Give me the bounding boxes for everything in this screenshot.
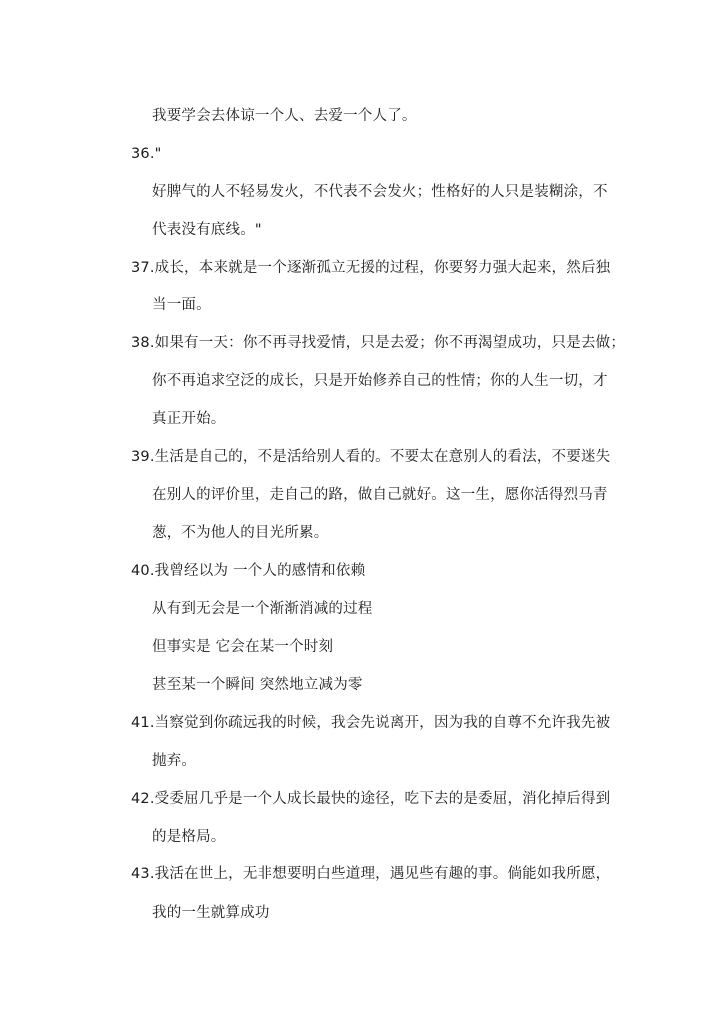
item-line: 40.我曾经以为 一个人的感情和依赖 (131, 563, 366, 579)
text-line: 从有到无会是一个渐渐消减的过程 (152, 601, 373, 617)
text-line: 的是格局。 (152, 829, 226, 845)
text-line: 当一面。 (152, 297, 211, 313)
text-line: 甚至某一个瞬间 突然地立减为零 (152, 677, 363, 693)
item-line: 38.如果有一天：你不再寻找爱情，只是去爱；你不再渴望成功，只是去做； (131, 335, 626, 351)
item-line: 41.当察觉到你疏远我的时候，我会先说离开，因为我的自尊不允许我先被 (131, 715, 611, 731)
item-number-line: 36." (131, 146, 162, 162)
item-line: 39.生活是自己的，不是活给别人看的。不要太在意别人的看法，不要迷失 (131, 449, 611, 465)
text-line: 代表没有底线。" (152, 222, 262, 238)
item-line: 43.我活在世上，无非想要明白些道理，遇见些有趣的事。倘能如我所愿， (131, 866, 611, 882)
item-line: 37.成长，本来就是一个逐渐孤立无援的过程，你要努力强大起来，然后独 (131, 260, 611, 276)
text-line: 我要学会去体谅一个人、去爱一个人了。 (152, 108, 417, 124)
text-line: 好脾气的人不轻易发火，不代表不会发火；性格好的人只是装糊涂，不 (152, 184, 608, 200)
text-line: 但事实是 它会在某一个时刻 (152, 639, 334, 655)
text-line: 我的一生就算成功 (152, 905, 270, 921)
item-line: 42.受委屈几乎是一个人成长最快的途径，吃下去的是委屈，消化掉后得到 (131, 791, 611, 807)
text-line: 葱，不为他人的目光所累。 (152, 525, 329, 541)
text-line: 你不再追求空泛的成长，只是开始修养自己的性情；你的人生一切，才 (152, 373, 608, 389)
text-line: 真正开始。 (152, 411, 226, 427)
text-line: 抛弃。 (152, 753, 197, 769)
text-line: 在别人的评价里，走自己的路，做自己就好。这一生，愿你活得烈马青 (152, 487, 608, 503)
